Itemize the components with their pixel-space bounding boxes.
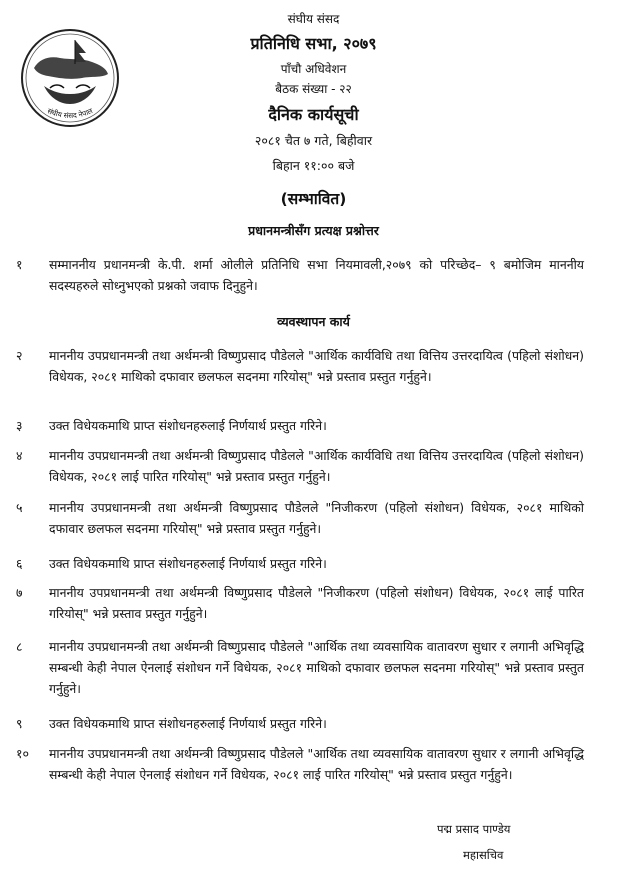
- probable-label: (सम्भावित): [280, 190, 347, 208]
- item-text: माननीय उपप्रधानमन्त्री तथा अर्थमन्त्री विष्णुप्रसाद पौडेलले "आर्थिक तथा व्यवसायिक वातावरण सुधार र लगानी अभिवृद्धि सम्बन्धी केही नेपाल ऐनलाई संशोधन गर्ने विधेयक, २०८१ माथिको दफावार छलफल सदनमा गरियोस्" भन्ने प्रस्ताव प्रस्तुत गर्नुहुने।: [49, 639, 584, 696]
- item-number: ७: [16, 585, 23, 600]
- item-text: माननीय उपप्रधानमन्त्री तथा अर्थमन्त्री विष्णुप्रसाद पौडेलले "आर्थिक कार्यविधि तथा वित्तिय उत्तरदायित्व (पहिलो संशोधन) विधेयक, २०८१ लाई पारित गरियोस्" भन्ने प्रस्ताव प्रस्तुत गर्नुहुने।: [49, 448, 584, 484]
- page-title: दैनिक कार्यसूची: [268, 105, 359, 124]
- item-text: सम्माननीय प्रधानमन्त्री के.पी. शर्मा ओलीले प्रतिनिधि सभा नियमावली,२०७९ को परिच्छेद– ९ बमोजिम माननीय सदस्यहरुले सोध्नुभएको प्रश्नको जवाफ दिनुहुने।: [49, 257, 584, 293]
- item-number: ५: [16, 500, 23, 515]
- session-label: पाँचौ अधिवेशन: [280, 62, 347, 76]
- item-text: माननीय उपप्रधानमन्त्री तथा अर्थमन्त्री विष्णुप्रसाद पौडेलले "निजीकरण (पहिलो संशोधन) विधेयक, २०८१ माथिको दफावार छलफल सदनमा गरियोस्" भन्ने प्रस्ताव प्रस्तुत गर्नुहुने।: [49, 500, 584, 536]
- item-text: उक्त विधेयकमाथि प्राप्त संशोधनहरुलाई निर्णयार्थ प्रस्तुत गरिने।: [49, 418, 327, 433]
- section-heading-pm-qa: प्रधानमन्त्रीसँग प्रत्यक्ष प्रश्नोत्तर: [248, 223, 379, 238]
- signatory-name: पद्म प्रसाद पाण्डेय: [437, 822, 511, 836]
- meeting-number: बैठक संख्या - २२: [275, 82, 352, 96]
- item-number: ४: [16, 448, 23, 463]
- item-number: ३: [16, 418, 23, 433]
- item-text: माननीय उपप्रधानमन्त्री तथा अर्थमन्त्री विष्णुप्रसाद पौडेलले "आर्थिक तथा व्यवसायिक वातावरण सुधार र लगानी अभिवृद्धि सम्बन्धी केही नेपाल ऐनलाई संशोधन गर्ने विधेयक, २०८१ लाई पारित गरियोस्" भन्ने प्रस्ताव प्रस्तुत गर्नुहुने।: [49, 746, 584, 782]
- item-text: माननीय उपप्रधानमन्त्री तथा अर्थमन्त्री विष्णुप्रसाद पौडेलले "निजीकरण (पहिलो संशोधन) विधेयक, २०८१ लाई पारित गरियोस्" भन्ने प्रस्ताव प्रस्तुत गर्नुहुने।: [49, 585, 584, 621]
- emblem-text: संघीय संसद नेपाल: [46, 106, 94, 121]
- signatory-title: महासचिव: [463, 848, 504, 862]
- item-number: ९: [16, 716, 23, 731]
- item-text: उक्त विधेयकमाथि प्राप्त संशोधनहरुलाई निर्णयार्थ प्रस्तुत गरिने।: [49, 556, 327, 571]
- item-text: माननीय उपप्रधानमन्त्री तथा अर्थमन्त्री विष्णुप्रसाद पौडेलले "आर्थिक कार्यविधि तथा वित्तिय उत्तरदायित्व (पहिलो संशोधन) विधेयक, २०८१ माथिको दफावार छलफल सदनमा गरियोस्" भन्ने प्रस्ताव प्रस्तुत गर्नुहुने।: [49, 348, 584, 384]
- item-number: ८: [16, 639, 23, 654]
- item-number: २: [16, 348, 23, 363]
- parliament-name: संघीय संसद: [287, 12, 340, 26]
- house-title: प्रतिनिधि सभा, २०७९: [250, 34, 377, 53]
- agenda-time: बिहान ११:०० बजे: [272, 158, 355, 173]
- item-number: ६: [16, 556, 23, 571]
- agenda-date: २०८१ चैत ७ गते, बिहीवार: [254, 133, 373, 148]
- item-text: उक्त विधेयकमाथि प्राप्त संशोधनहरुलाई निर्णयार्थ प्रस्तुत गरिने।: [49, 716, 327, 731]
- item-number: १: [16, 257, 23, 272]
- item-number: १०: [16, 746, 30, 761]
- section-heading-legislative: व्यवस्थापन कार्य: [277, 314, 350, 329]
